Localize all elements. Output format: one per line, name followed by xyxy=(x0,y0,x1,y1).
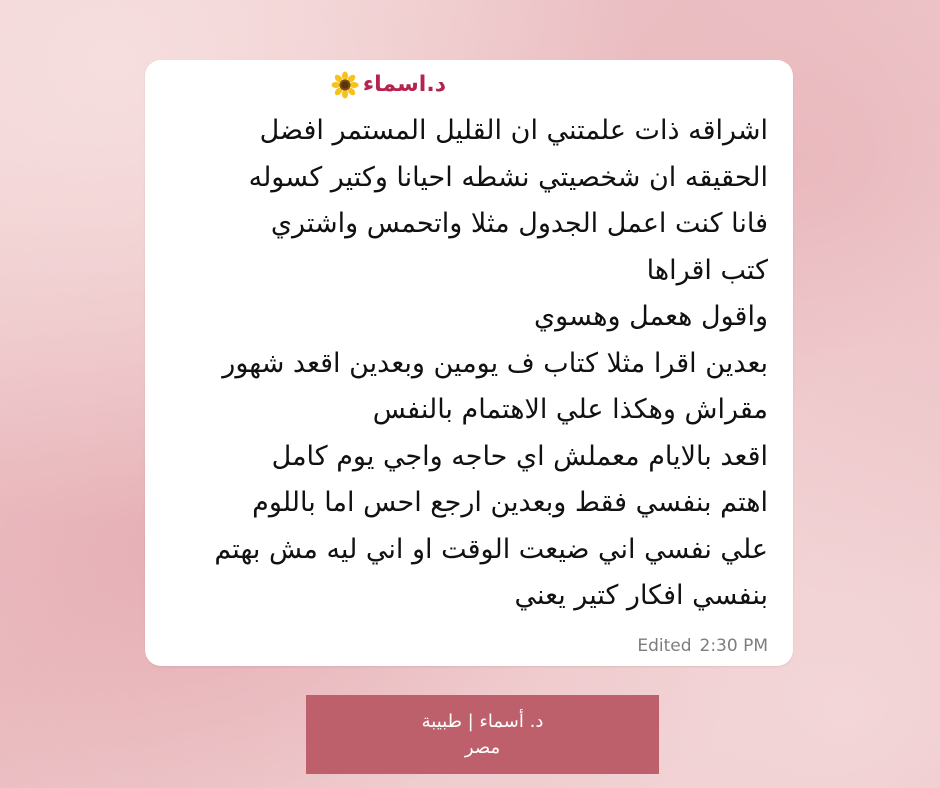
message-line: مقراش وهكذا علي الاهتمام بالنفس xyxy=(372,394,768,425)
caption-author: د. أسماء | طبيبة xyxy=(421,710,544,732)
message-line: اهتم بنفسي فقط وبعدين ارجع احس اما باللوم xyxy=(252,487,768,518)
message-time: 2:30 PM xyxy=(699,636,768,656)
message-line: بنفسي افكار كتير يعني xyxy=(514,580,768,611)
caption-country: مصر xyxy=(464,736,501,758)
message-line: الحقيقه ان شخصيتي نشطه احيانا وكتير كسوله xyxy=(248,161,768,193)
message-line: كتب اقراها xyxy=(646,254,768,286)
message-meta xyxy=(637,634,768,658)
message-line: اقعد بالايام معملش اي حاجه واجي يوم كامل xyxy=(271,440,768,472)
message-line: فانا كنت اعمل الجدول مثلا واتحمس واشتري xyxy=(270,208,768,239)
caption-box xyxy=(306,695,659,774)
message-line: اشراقه ذات علمتني ان القليل المستمر افضل xyxy=(259,115,768,146)
edited-label: Edited xyxy=(637,636,692,656)
message-text xyxy=(148,108,768,620)
message-line: واقول هعمل وهسوي xyxy=(534,301,768,332)
sunflower-icon xyxy=(331,71,359,99)
message-line: علي نفسي اني ضيعت الوقت او اني ليه مش بهتم xyxy=(214,533,768,565)
sender-header xyxy=(331,70,446,100)
message-line: بعدين اقرا مثلا كتاب ف يومين وبعدين اقعد شهور xyxy=(222,347,768,379)
sender-name[interactable]: د.اسماء xyxy=(362,72,446,97)
